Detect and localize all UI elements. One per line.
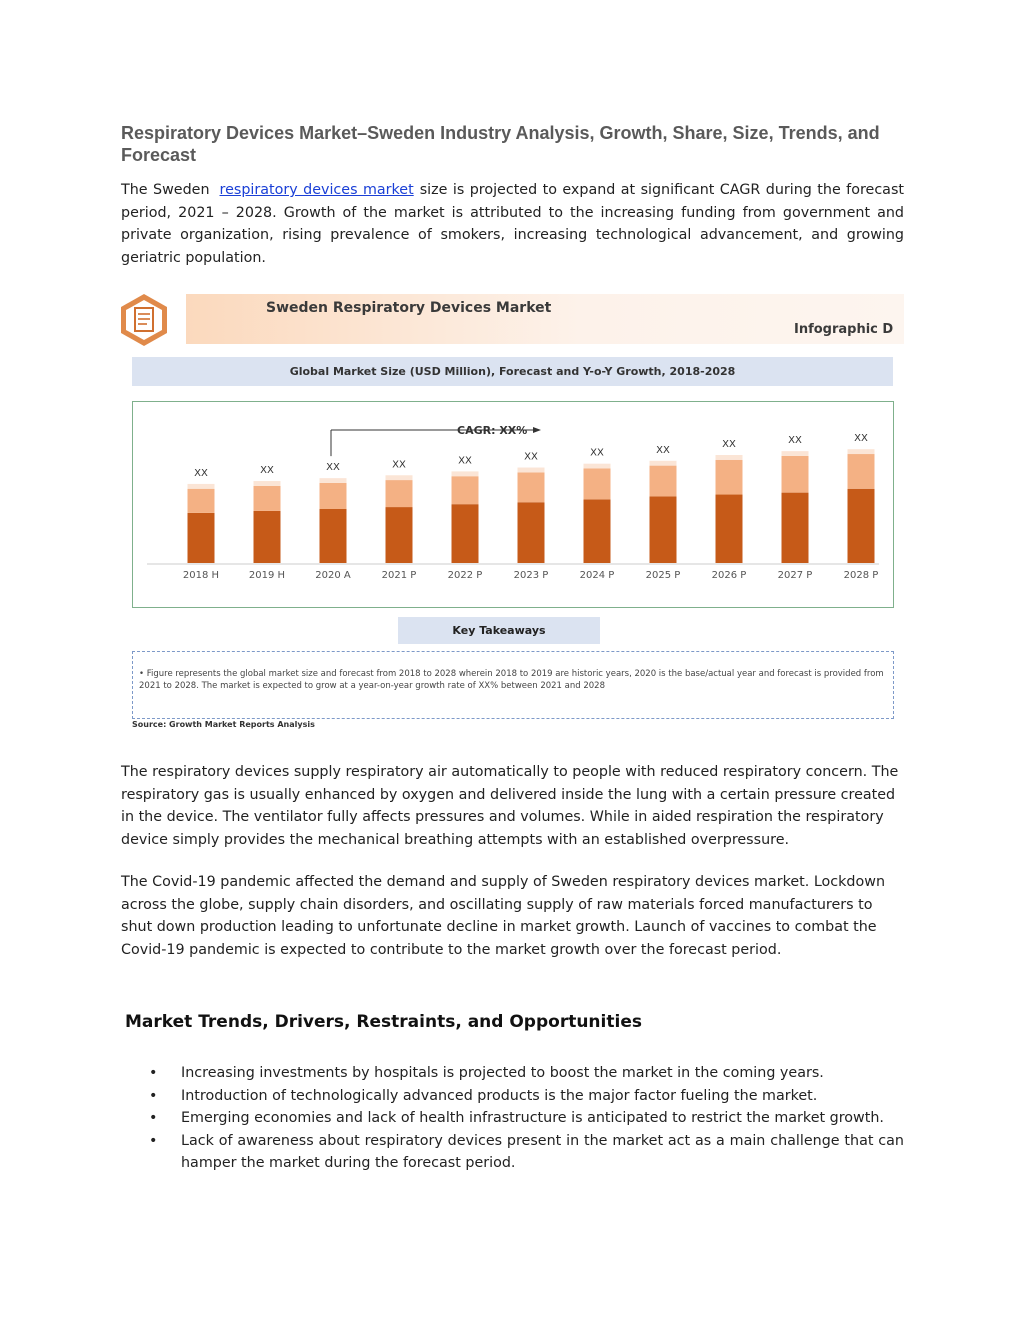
x-tick-label: 2026 P: [711, 570, 747, 581]
bar-segment: [716, 455, 743, 460]
bar-segment: [650, 496, 677, 563]
key-takeaways-label: Key Takeaways: [398, 617, 600, 644]
section-heading: Market Trends, Drivers, Restraints, and Opportunities: [125, 1012, 642, 1032]
bar-segment: [188, 489, 215, 513]
bar-segment: [254, 481, 281, 486]
data-label: XX: [524, 451, 538, 463]
list-item: [121, 1062, 904, 1085]
list-item-text: Increasing investments by hospitals is projected to boost the market in the coming years.: [181, 1065, 824, 1081]
key-takeaways-note: • Figure represents the global market size and forecast from 2018 to 2028 wherein 2018 to 2019 are historic years, 2020 is the base/actual year and forecast is provided from 2021 to 2028. The market is expected to grow at a year-on-year growth rate of XX% between 2021 and 2028: [139, 669, 884, 691]
bar-segment: [584, 464, 611, 469]
cagr-label: CAGR: XX%: [457, 424, 528, 437]
list-item: [121, 1085, 904, 1108]
data-label: XX: [392, 459, 406, 471]
respiratory-devices-paragraph: The respiratory devices supply respiratory air automatically to people with reduced respiratory concern. The respiratory gas is usually enhanced by oxygen and delivered inside the lung with a certain pressure created in the device. The ventilator fully affects pressures and volumes. While in aided respiration the respiratory device simply provides the mechanical breathing attempts with an established overpressure.: [121, 764, 899, 848]
trends-list: [121, 1062, 904, 1175]
data-label: XX: [854, 433, 868, 445]
x-tick-label: 2025 P: [645, 570, 681, 581]
intro-suffix: size is projected to expand at significant CAGR during the forecast period, 2021 – 2028. Growth of the market is attributed to the increasing funding from government and private organization, rising prevalence of smokers, increasing technological advancement, and growing geriatric population.: [121, 182, 905, 266]
x-tick-label: 2028 P: [843, 570, 879, 581]
bullet-icon: •: [149, 1065, 158, 1081]
list-item: [121, 1107, 904, 1130]
data-label: XX: [788, 435, 802, 447]
bar-chart: [132, 401, 894, 608]
bar-segment: [452, 471, 479, 476]
covid-paragraph: The Covid-19 pandemic affected the demand and supply of Sweden respiratory devices market. Lockdown across the globe, supply chain disorders, and oscillating supply of raw materials forced manufacturers to shut down production leading to unfortunate decline in market growth. Launch of vaccines to combat the Covid-19 pandemic is expected to contribute to the market growth over the forecast period.: [121, 874, 886, 958]
bar-segment: [254, 511, 281, 563]
infographic-header: [186, 294, 904, 344]
bar-segment: [782, 493, 809, 563]
bar-segment: [188, 484, 215, 489]
data-label: XX: [260, 465, 274, 477]
data-label: XX: [458, 455, 472, 467]
data-label: XX: [590, 447, 604, 459]
data-label: XX: [722, 439, 736, 450]
list-item: [121, 1130, 904, 1175]
bar-segment: [320, 509, 347, 563]
infographic-title: Sweden Respiratory Devices Market: [266, 300, 552, 316]
infographic-subtitle: Infographic D: [794, 322, 894, 337]
list-item-text: Emerging economies and lack of health infrastructure is anticipated to restrict the market growth.: [181, 1110, 884, 1126]
bar-segment: [716, 460, 743, 495]
bar-segment: [320, 478, 347, 483]
bar-segment: [782, 456, 809, 493]
source-note: Source: Growth Market Reports Analysis: [132, 720, 315, 729]
bar-segment: [386, 480, 413, 507]
bar-segment: [782, 451, 809, 456]
respiratory-devices-market-link[interactable]: respiratory devices market: [219, 182, 414, 198]
bar-segment: [386, 475, 413, 480]
x-tick-label: 2019 H: [248, 570, 286, 581]
bar-segment: [518, 472, 545, 502]
x-tick-label: 2018 H: [182, 570, 220, 581]
data-label: XX: [656, 444, 670, 456]
data-label: XX: [194, 467, 208, 479]
bar-segment: [848, 489, 875, 563]
x-tick-label: 2027 P: [777, 570, 813, 581]
x-tick-label: 2020 A: [315, 570, 351, 581]
bar-segment: [320, 483, 347, 509]
page-title: Respiratory Devices Market–Sweden Industry Analysis, Growth, Share, Size, Trends, and Forecast: [121, 123, 880, 165]
bar-segment: [848, 449, 875, 454]
key-takeaways-box: [132, 651, 894, 719]
document-icon: [118, 292, 170, 348]
x-tick-label: 2021 P: [381, 570, 417, 581]
bar-segment: [188, 513, 215, 563]
bullet-icon: •: [149, 1110, 158, 1126]
intro-prefix: The Sweden: [121, 182, 210, 198]
x-tick-label: 2024 P: [579, 570, 615, 581]
bar-segment: [386, 507, 413, 563]
x-tick-label: 2022 P: [447, 570, 483, 581]
market-size-banner: Global Market Size (USD Million), Forecast and Y-o-Y Growth, 2018-2028: [132, 357, 893, 386]
x-tick-label: 2023 P: [513, 570, 549, 581]
bar-segment: [584, 469, 611, 500]
list-item-text: Introduction of technologically advanced products is the major factor fueling the market.: [181, 1087, 818, 1104]
bar-segment: [650, 466, 677, 497]
bar-segment: [254, 486, 281, 511]
intro-paragraph: [121, 179, 904, 269]
bar-segment: [848, 454, 875, 489]
bar-segment: [584, 499, 611, 563]
cagr-arrow-head: [533, 427, 541, 433]
bullet-icon: •: [149, 1087, 158, 1104]
bar-segment: [452, 476, 479, 504]
bar-chart-svg: [133, 402, 893, 607]
infographic: [118, 292, 904, 738]
bar-segment: [518, 468, 545, 473]
list-item-text: Lack of awareness about respiratory devices present in the market act as a main challenge that can hamper the market during the forecast period.: [181, 1132, 904, 1171]
bar-segment: [716, 495, 743, 563]
bar-segment: [518, 502, 545, 563]
bullet-icon: •: [149, 1132, 158, 1149]
bar-segment: [452, 504, 479, 563]
data-label: XX: [326, 462, 340, 474]
bar-segment: [650, 461, 677, 466]
